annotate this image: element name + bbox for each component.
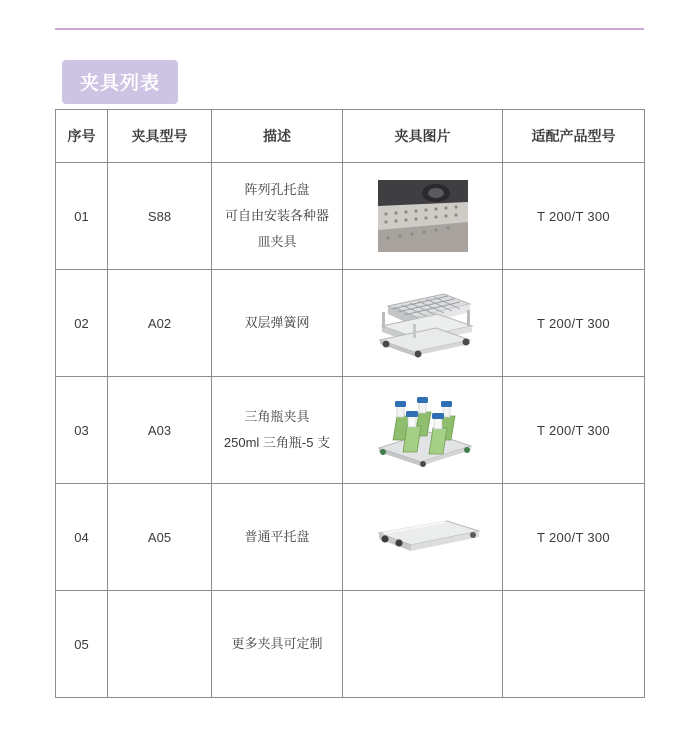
table-row: [56, 591, 645, 698]
row-number: 04: [56, 484, 108, 591]
row-fit-model: T 200/T 300: [503, 484, 645, 591]
row-description: 三角瓶夹具 250ml 三角瓶-5 支: [212, 377, 343, 484]
row-fit-model: [503, 591, 645, 698]
row-number: 02: [56, 270, 108, 377]
row-image: [343, 270, 503, 377]
fixture-list-table: [55, 109, 645, 698]
row-model: S88: [108, 163, 212, 270]
row-image: [343, 591, 503, 698]
table-header-row: [56, 110, 645, 163]
page-title-badge: [62, 60, 178, 104]
flat-tray-photo: [343, 484, 502, 590]
row-description: 普通平托盘: [212, 484, 343, 591]
row-image: [343, 377, 503, 484]
row-fit-model: T 200/T 300: [503, 377, 645, 484]
row-description: 双层弹簧网: [212, 270, 343, 377]
row-image: [343, 484, 503, 591]
row-model: A03: [108, 377, 212, 484]
row-fit-model: T 200/T 300: [503, 270, 645, 377]
table-row: [56, 163, 645, 270]
double-layer-spring-rack-photo: [343, 270, 502, 376]
column-header-description: 描述: [212, 110, 343, 163]
row-fit-model: T 200/T 300: [503, 163, 645, 270]
row-model: A05: [108, 484, 212, 591]
table-row: [56, 377, 645, 484]
row-number: 05: [56, 591, 108, 698]
row-description: 阵列孔托盘 可自由安装各种器 皿夹具: [212, 163, 343, 270]
row-number: 01: [56, 163, 108, 270]
flask-clamp-photo: [343, 377, 502, 483]
row-description: 更多夹具可定制: [212, 591, 343, 698]
top-accent-rule: [55, 28, 644, 30]
table-row: [56, 484, 645, 591]
column-header-image: 夹具图片: [343, 110, 503, 163]
column-header-no: 序号: [56, 110, 108, 163]
perforated-tray-photo: [343, 163, 502, 269]
row-model: A02: [108, 270, 212, 377]
row-image: [343, 163, 503, 270]
row-number: 03: [56, 377, 108, 484]
column-header-model: 夹具型号: [108, 110, 212, 163]
row-model: [108, 591, 212, 698]
table-row: [56, 270, 645, 377]
page-title: 夹具列表: [80, 73, 161, 94]
column-header-fit-model: 适配产品型号: [503, 110, 645, 163]
